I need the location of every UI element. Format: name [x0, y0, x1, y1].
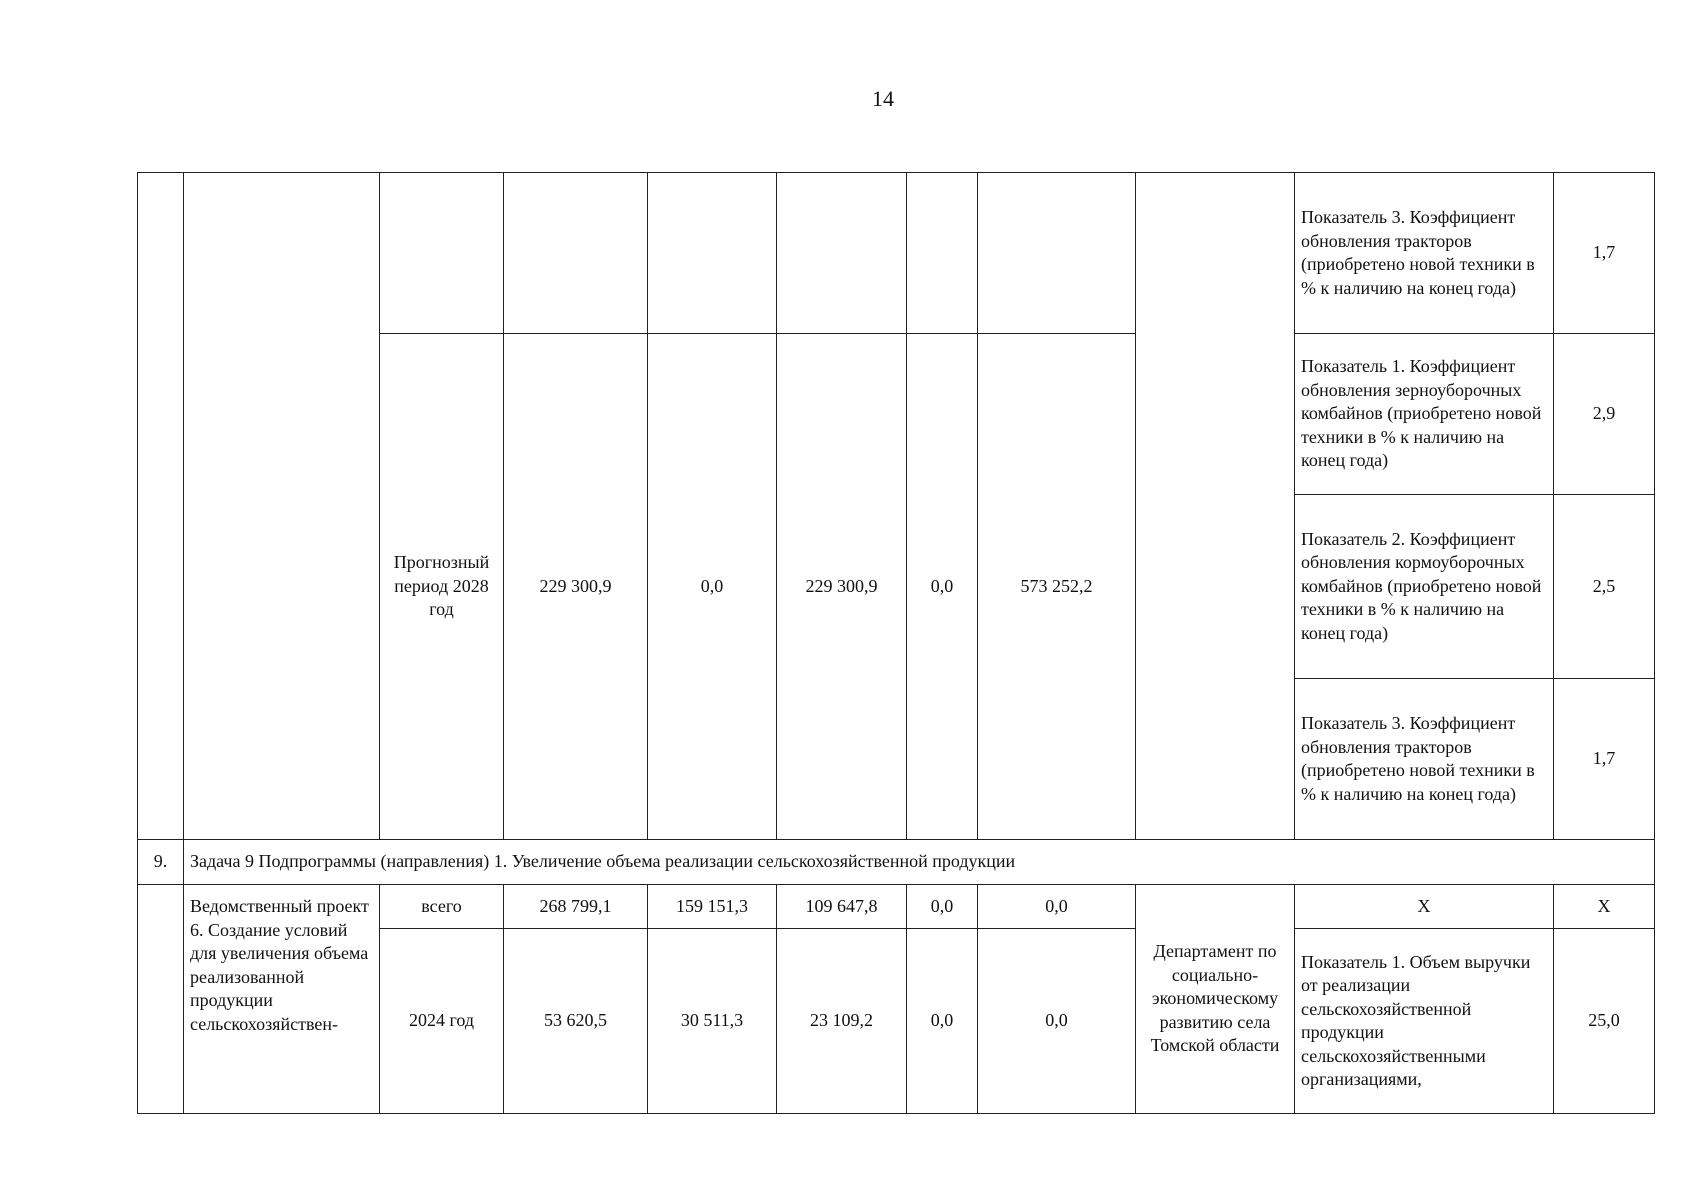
indicator-value: 1,7 [1554, 679, 1655, 840]
table-row [138, 885, 1655, 929]
indicator-value: 1,7 [1554, 173, 1655, 334]
amount-cell: 0,0 [978, 885, 1136, 929]
indicator-value: 25,0 [1554, 929, 1655, 1114]
indicator-cell: Показатель 3. Коэффициент обновления тракторов (приобретено новой техники в % к наличию на конец года) [1295, 679, 1554, 840]
amount-cell: 229 300,9 [504, 334, 648, 840]
amount-cell: 573 252,2 [978, 334, 1136, 840]
indicator-value: 2,5 [1554, 495, 1655, 679]
page-number: 14 [872, 86, 894, 111]
name-cell [184, 173, 380, 840]
amount-cell: 229 300,9 [777, 334, 907, 840]
responsible-cell [1136, 173, 1295, 840]
amount-cell: 0,0 [907, 885, 978, 929]
amount-cell: 0,0 [907, 929, 978, 1114]
amount-cell: 0,0 [648, 334, 777, 840]
amount-cell: 109 647,8 [777, 885, 907, 929]
amount-cell: 159 151,3 [648, 885, 777, 929]
amount-cell: 30 511,3 [648, 929, 777, 1114]
number-cell [138, 885, 184, 1114]
amount-cell [907, 173, 978, 334]
task-row [138, 840, 1655, 885]
indicator-cell: Показатель 3. Коэффициент обновления тракторов (приобретено новой техники в % к наличию на конец года) [1295, 173, 1554, 334]
amount-cell: 0,0 [907, 334, 978, 840]
program-table [137, 172, 1655, 1114]
number-cell [138, 173, 184, 840]
table-row [138, 173, 1655, 334]
project-name-cell: Ведомственный проект 6. Создание условий для увеличения объема реализованной продукции сельскохозяйствен- [184, 885, 380, 1114]
amount-cell: 268 799,1 [504, 885, 648, 929]
amount-cell: 23 109,2 [777, 929, 907, 1114]
indicator-cell: Показатель 1. Объем выручки от реализации сельскохозяйственной продукции сельскохозяйственными организациями, [1295, 929, 1554, 1114]
amount-cell: 0,0 [978, 929, 1136, 1114]
task-title: Задача 9 Подпрограммы (направления) 1. Увеличение объема реализации сельскохозяйственной продукции [184, 840, 1655, 885]
period-cell: Прогнозный период 2028 год [380, 334, 504, 840]
amount-cell [978, 173, 1136, 334]
period-cell: всего [380, 885, 504, 929]
indicator-value: 2,9 [1554, 334, 1655, 495]
period-cell [380, 173, 504, 334]
period-cell: 2024 год [380, 929, 504, 1114]
indicator-value: X [1554, 885, 1655, 929]
responsible-cell: Департамент по социально-экономическому развитию села Томской области [1136, 885, 1295, 1114]
amount-cell [648, 173, 777, 334]
amount-cell [504, 173, 648, 334]
amount-cell [777, 173, 907, 334]
indicator-cell: Показатель 1. Коэффициент обновления зерноуборочных комбайнов (приобретено новой техники в % к наличию на конец года) [1295, 334, 1554, 495]
task-number: 9. [138, 840, 184, 885]
indicator-cell: Показатель 2. Коэффициент обновления кормоуборочных комбайнов (приобретено новой техники в % к наличию на конец года) [1295, 495, 1554, 679]
indicator-cell: X [1295, 885, 1554, 929]
amount-cell: 53 620,5 [504, 929, 648, 1114]
